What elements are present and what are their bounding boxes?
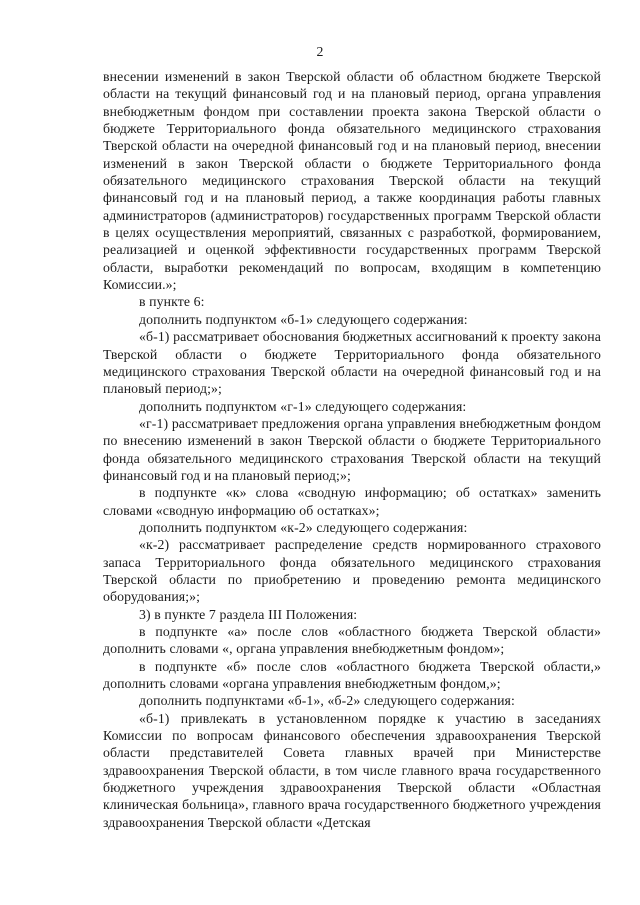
paragraph: 3) в пункте 7 раздела III Положения: — [139, 606, 358, 622]
paragraph: внесении изменений в закон Тверской области об областном бюджете Тверской области на текущий финансовый год и на плановый период, органа управления внебюджетным фондом при составлении проекта закона Тверской области о бюджете Территориального фонда обязательного медицинского страхования Тверской области на очередной финансовый год и на плановый период, внесении изменений в закон Тверской области о бюджете Территориального фонда обязательного медицинского страхования Тверской области на текущий финансовый год и на плановый период, а также координация работы главных администраторов (администраторов) государственных программ Тверской области в целях осуществления мероприятий, связанных с разработкой, формированием, реализацией и оценкой эффективности государственных программ Тверской области, выработки рекомендаций по вопросам, входящим в компетенцию Комиссии.»; — [103, 69, 601, 293]
paragraph: в подпункте «к» слова «сводную информацию; об остатках» заменить словами «сводную информацию об остатках»; — [103, 485, 601, 518]
paragraph: дополнить подпунктом «г-1» следующего содержания: — [139, 398, 467, 414]
paragraph: «к-2) рассматривает распределение средств нормированного страхового запаса Территориального фонда обязательного медицинского страхования Тверской области по приобретению и проведению ремонта медицинского оборудования;»; — [103, 537, 601, 605]
paragraph: дополнить подпунктом «б-1» следующего содержания: — [139, 311, 468, 327]
paragraph: в подпункте «а» после слов «областного бюджета Тверской области» дополнить словами «, органа управления внебюджетным фондом»; — [103, 624, 601, 657]
paragraph: «б-1) рассматривает обоснования бюджетных ассигнований к проекту закона Тверской области о бюджете Территориального фонда обязательного медицинского страхования Тверской области на очередной финансовый год и на плановый период;»; — [103, 329, 601, 397]
paragraph: в пункте 6: — [139, 294, 205, 310]
paragraph: «б-1) привлекать в установленном порядке к участию в заседаниях Комиссии по вопросам финансового обеспечения здравоохранения Тверской области представителей Совета главных врачей при Министерстве здравоохранения Тверской области, в том числе главного врача государственного бюджетного учреждения здравоохранения Тверской области «Областная клиническая больница», главного врача государственного бюджетного учреждения здравоохранения Тверской области «Детская — [103, 710, 601, 830]
paragraph: «г-1) рассматривает предложения органа управления внебюджетным фондом по внесению изменений в закон Тверской области о бюджете Территориального фонда обязательного медицинского страхования Тверской области на текущий финансовый год и на плановый период;»; — [103, 415, 601, 483]
paragraph: дополнить подпунктами «б-1», «б-2» следующего содержания: — [139, 693, 515, 709]
paragraph: в подпункте «б» после слов «областного бюджета Тверской области,» дополнить словами «органа управления внебюджетным фондом,»; — [103, 658, 601, 692]
paragraph: дополнить подпунктом «к-2» следующего содержания: — [139, 519, 468, 535]
document-body — [103, 68, 601, 831]
page-number: 2 — [316, 44, 324, 59]
